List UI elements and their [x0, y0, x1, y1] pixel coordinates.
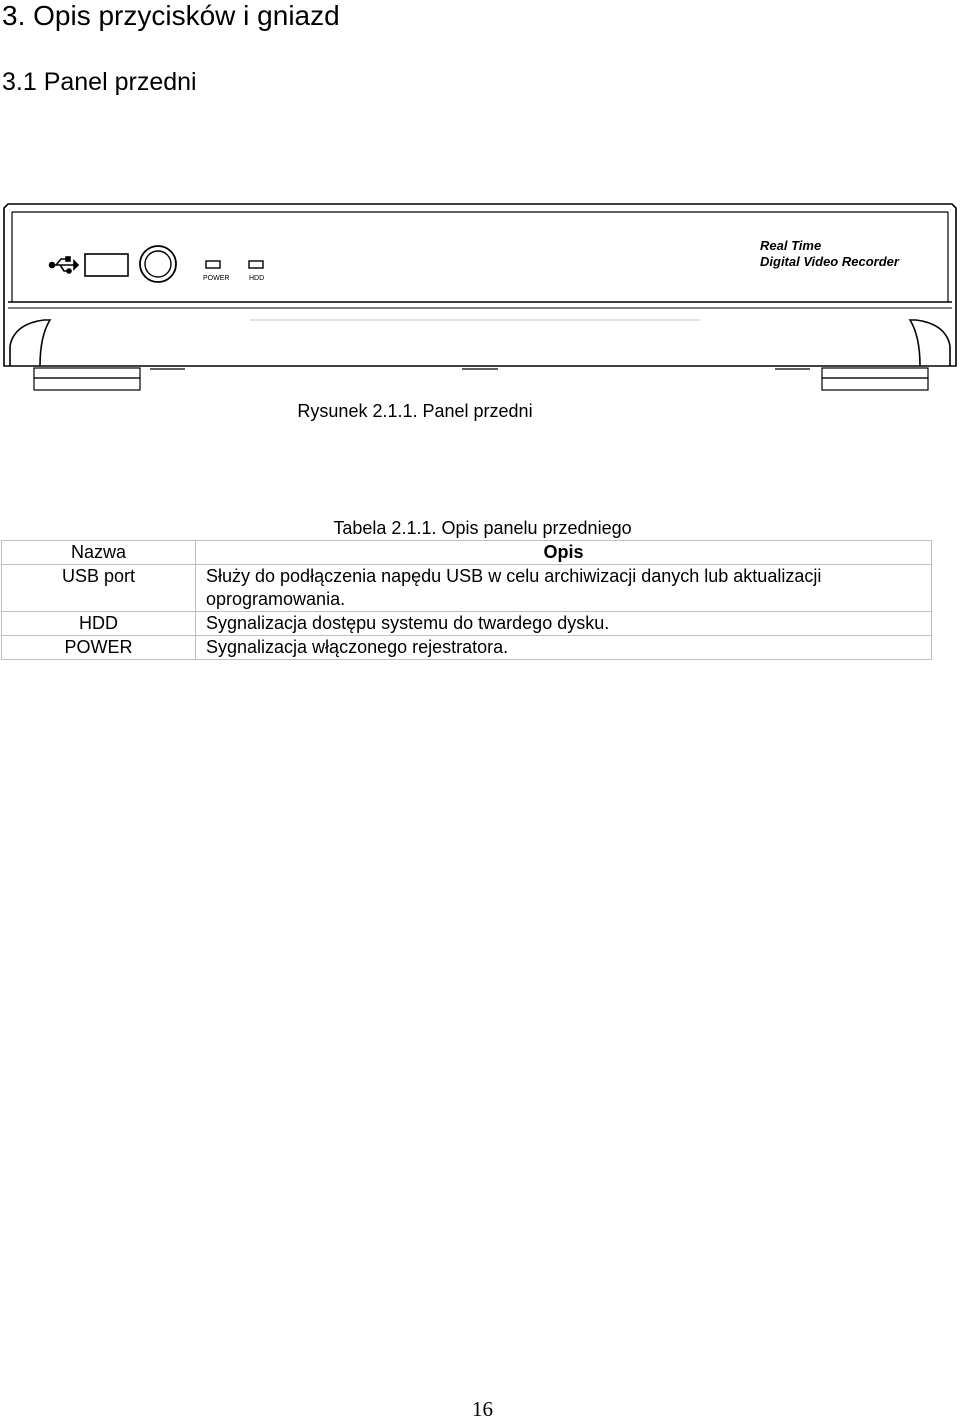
power-led [206, 261, 220, 268]
table-caption: Tabela 2.1.1. Opis panelu przedniego [333, 518, 632, 538]
row-description: Sygnalizacja dostępu systemu do twardego dysku. [196, 612, 932, 636]
table-row [2, 612, 932, 636]
page-number: 16 [472, 1397, 493, 1421]
section-heading: 3. Opis przycisków i gniazd [2, 0, 340, 31]
usb-icon [50, 257, 79, 273]
figure-caption: Rysunek 2.1.1. Panel przedni [297, 401, 533, 421]
ir-receiver [140, 246, 176, 282]
usb-port [85, 254, 128, 276]
table-row [2, 565, 932, 612]
table-row [2, 636, 932, 660]
row-description: Sygnalizacja włączonego rejestratora. [196, 636, 932, 660]
row-name: USB port [2, 565, 196, 612]
subsection-heading: 3.1 Panel przedni [2, 68, 197, 96]
hdd-led [249, 261, 263, 268]
table-header-row [2, 541, 932, 565]
row-name: POWER [2, 636, 196, 660]
header-name: Nazwa [2, 541, 196, 565]
power-led-label: POWER [203, 275, 230, 282]
brand-line-1: Real Time [760, 238, 822, 253]
front-panel-table [1, 540, 932, 660]
hdd-led-label: HDD [249, 275, 265, 282]
brand-line-2: Digital Video Recorder [760, 254, 899, 269]
header-description: Opis [196, 541, 932, 565]
row-description: Służy do podłączenia napędu USB w celu archiwizacji danych lub aktualizacji oprogramowania. [196, 565, 932, 612]
front-panel-drawing [0, 196, 960, 401]
row-name: HDD [2, 612, 196, 636]
